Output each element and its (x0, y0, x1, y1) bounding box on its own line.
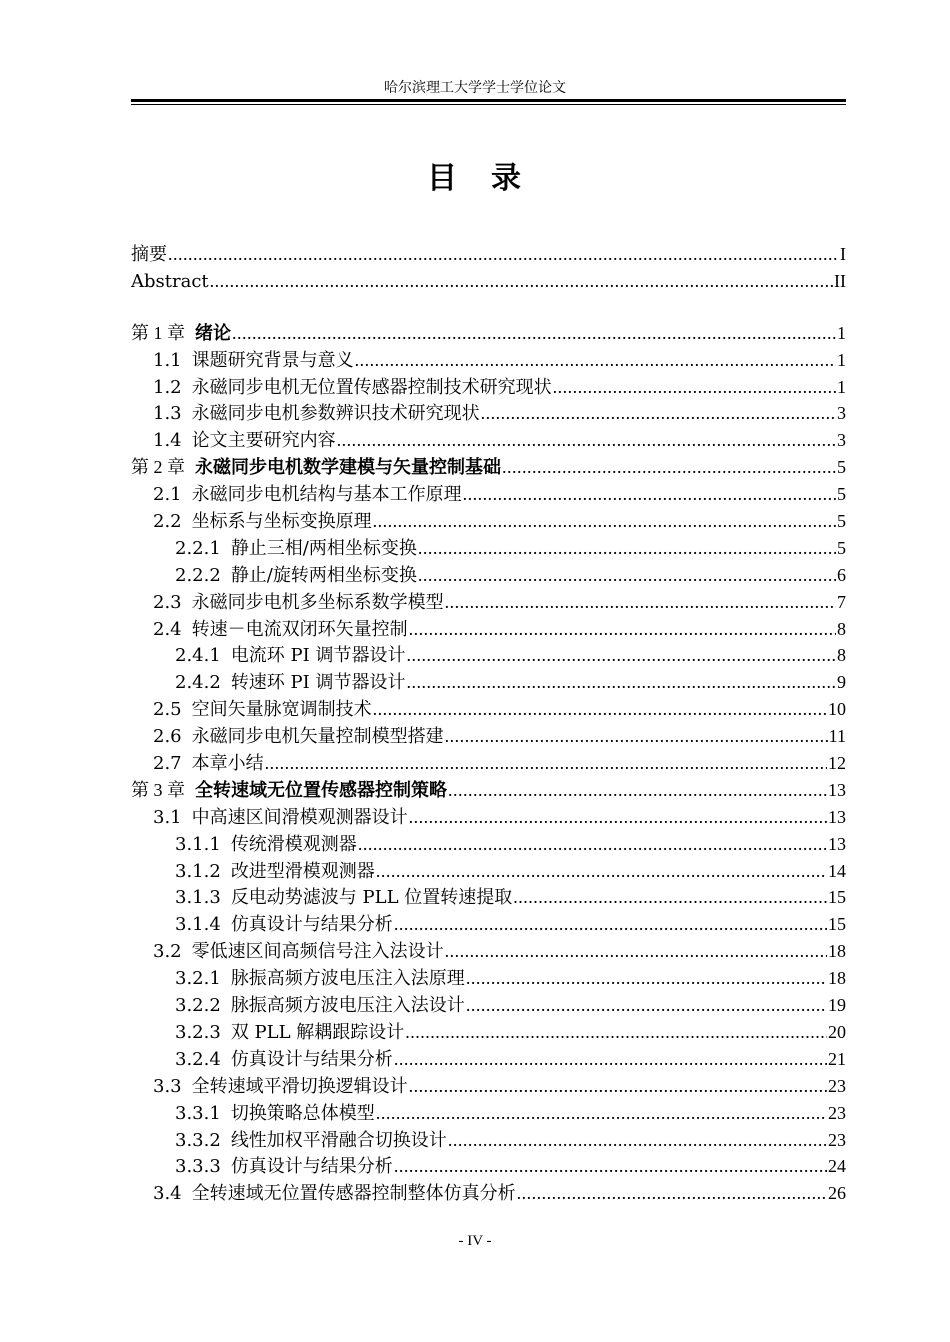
toc-entry-number: 3.1.2 (175, 860, 221, 882)
toc-entry-page: 20 (828, 1021, 846, 1042)
toc-entry-label: 课题研究背景与意义 (191, 349, 354, 371)
toc-entry-label: 绪论 (195, 322, 231, 344)
toc-entry-page: 5 (837, 537, 846, 558)
toc-entry-abstract-en[interactable] (131, 268, 846, 295)
toc-entry-label: 传统滑模观测器 (230, 833, 357, 855)
toc-leader-dots (394, 1046, 827, 1073)
toc-section-entry[interactable] (131, 858, 846, 885)
toc-leader-dots (418, 535, 836, 562)
toc-entry-label: 脉振高频方波电压注入法设计 (230, 995, 465, 1017)
toc-leader-dots (406, 642, 836, 669)
toc-entry-label: 零低速区间高频信号注入法设计 (191, 941, 444, 963)
toc-entry-number: 3.3 (153, 1075, 182, 1097)
toc-entry-number: 2.7 (153, 753, 182, 775)
toc-entry-label: 全转速域平滑切换逻辑设计 (191, 1075, 408, 1097)
toc-entry-number: 3.3.3 (175, 1156, 221, 1178)
toc-section-entry[interactable] (131, 616, 846, 643)
toc-section-entry[interactable] (131, 400, 846, 427)
toc-entry-page: 14 (828, 860, 846, 881)
toc-section-entry[interactable] (131, 911, 846, 938)
toc-entry-label: 静止/旋转两相坐标变换 (230, 564, 417, 586)
toc-leader-dots (405, 1019, 827, 1046)
toc-entry-number: 2.1 (153, 484, 182, 506)
toc-entry-page: 13 (828, 806, 846, 827)
toc-leader-dots (358, 831, 827, 858)
toc-entry-page: 26 (828, 1183, 846, 1204)
toc-leader-dots (265, 750, 827, 777)
toc-entry-number: 1.3 (153, 403, 182, 425)
toc-leader-dots (394, 911, 827, 938)
toc-chapter-entries (131, 320, 846, 1207)
toc-section-entry[interactable] (131, 1019, 846, 1046)
toc-leader-dots (448, 777, 827, 804)
toc-entry-label: 转速－电流双闭环矢量控制 (191, 618, 408, 640)
toc-entry-page: 1 (837, 376, 846, 397)
toc-leader-dots (232, 320, 836, 347)
toc-entry-page: 3 (837, 403, 846, 424)
toc-entry-page: 1 (837, 349, 846, 370)
toc-entry-number: 3.2 (153, 941, 182, 963)
toc-leader-dots (418, 562, 836, 589)
toc-leader-dots (210, 268, 833, 295)
toc-entry-number: 3.1.4 (175, 914, 221, 936)
toc-leader-dots (409, 616, 836, 643)
toc-leader-dots (373, 508, 836, 535)
toc-section-entry[interactable] (131, 562, 846, 589)
toc-leader-dots (376, 858, 827, 885)
toc-section-entry[interactable] (131, 1073, 846, 1100)
toc-leader-dots (466, 992, 827, 1019)
toc-entry-number: 2.5 (153, 699, 182, 721)
toc-entry-number: 2.6 (153, 726, 182, 748)
toc-entry-page: 24 (828, 1156, 846, 1177)
toc-entry-page: I (840, 244, 846, 264)
toc-section-entry[interactable] (131, 589, 846, 616)
toc-section-entry[interactable] (131, 1127, 846, 1154)
toc-entry-number: 3.2.2 (175, 995, 221, 1017)
toc-entry-number: 3.3.2 (175, 1129, 221, 1151)
toc-entry-label: 转速环 PI 调节器设计 (230, 672, 406, 694)
toc-entry-page: 5 (837, 511, 846, 532)
toc-leader-dots (337, 427, 836, 454)
toc-entry-page: 15 (828, 887, 846, 908)
toc-section-entry[interactable] (131, 347, 846, 374)
toc-entry-page: 23 (828, 1102, 846, 1123)
toc-section-entry[interactable] (131, 696, 846, 723)
toc-entry-number: 2.2.1 (175, 537, 221, 559)
toc-entry-label: 仿真设计与结果分析 (230, 1048, 393, 1070)
toc-entry-number: 2.3 (153, 591, 182, 613)
toc-chapter-entry[interactable] (131, 454, 846, 481)
toc-section-entry[interactable] (131, 1153, 846, 1180)
toc-section-entry[interactable] (131, 938, 846, 965)
toc-entry-number: 2.4.2 (175, 672, 221, 694)
toc-entry-page: 6 (837, 564, 846, 585)
toc-entry-page: 3 (837, 430, 846, 451)
toc-entry-label: 线性加权平滑融合切换设计 (230, 1129, 447, 1151)
toc-entry-label: 脉振高频方波电压注入法原理 (230, 968, 465, 990)
toc-section-entry[interactable] (131, 642, 846, 669)
toc-section-entry[interactable] (131, 427, 846, 454)
toc-entry-number: 第 3 章 (131, 779, 185, 800)
toc-entry-page: 10 (828, 699, 846, 720)
toc-entry-label: 中高速区间滑模观测器设计 (191, 806, 408, 828)
toc-leader-dots (376, 1100, 827, 1127)
toc-entry-page: 8 (837, 618, 846, 639)
toc-entry-page: 7 (837, 591, 846, 612)
toc-entry-page: 9 (837, 672, 846, 693)
toc-entry-page: 8 (837, 645, 846, 666)
toc-entry-label: 论文主要研究内容 (191, 430, 336, 452)
toc-section-entry[interactable] (131, 508, 846, 535)
toc-leader-dots (445, 723, 828, 750)
toc-entry-label: 双 PLL 解耦跟踪设计 (230, 1021, 405, 1043)
toc-entry-page: II (834, 270, 846, 291)
toc-leader-dots (517, 1180, 827, 1207)
toc-entry-label: 全转速域无位置传感器控制策略 (195, 779, 447, 801)
toc-section-entry[interactable] (131, 535, 846, 562)
toc-chapter-entry[interactable] (131, 777, 846, 804)
toc-entry-page: 12 (828, 753, 846, 774)
toc-entry-label: Abstract (131, 270, 209, 292)
toc-entry-page: 5 (837, 484, 846, 505)
toc-leader-dots (373, 696, 827, 723)
toc-section-entry[interactable] (131, 1046, 846, 1073)
toc-entry-label: 切换策略总体模型 (230, 1102, 375, 1124)
toc-section-entry[interactable] (131, 804, 846, 831)
toc-leader-dots (355, 347, 836, 374)
toc-entry-number: 第 1 章 (131, 322, 185, 343)
toc-leader-dots (445, 589, 836, 616)
toc-entry-number: 1.2 (153, 376, 182, 398)
header-rule-thick (131, 99, 846, 102)
toc-entry-number: 3.2.4 (175, 1048, 221, 1070)
toc-entry-label: 本章小结 (191, 753, 264, 775)
running-header: 哈尔滨理工大学学士学位论文 (384, 80, 566, 96)
toc-entry-number: 3.2.3 (175, 1021, 221, 1043)
toc-section-entry[interactable] (131, 1180, 846, 1207)
page-number: - IV - (458, 1233, 492, 1249)
toc-entry-number: 3.3.1 (175, 1102, 221, 1124)
toc-section-entry[interactable] (131, 831, 846, 858)
toc-section-entry[interactable] (131, 750, 846, 777)
toc-entry-number: 2.2.2 (175, 564, 221, 586)
toc-entry-number: 3.1.3 (175, 887, 221, 909)
toc-entry-number: 3.2.1 (175, 968, 221, 990)
toc-entry-number: 1.1 (153, 349, 182, 371)
toc-entry-number: 2.4.1 (175, 645, 221, 667)
toc-section-entry[interactable] (131, 1100, 846, 1127)
header-rule-thin (131, 104, 846, 105)
toc-leader-dots (394, 1153, 827, 1180)
toc-entry-page: 15 (828, 914, 846, 935)
toc-section-entry[interactable] (131, 723, 846, 750)
toc-entry-label: 永磁同步电机矢量控制模型搭建 (191, 726, 444, 748)
toc-leader-dots (553, 374, 836, 401)
toc-entry-page: 1 (837, 322, 846, 343)
toc-leader-dots (445, 938, 827, 965)
toc-entry-label: 摘要 (131, 244, 167, 265)
toc-leader-dots (463, 481, 836, 508)
toc-entry-number: 3.1.1 (175, 833, 221, 855)
toc-entry-label: 永磁同步电机数学建模与矢量控制基础 (195, 457, 501, 479)
toc-entry-label: 永磁同步电机参数辨识技术研究现状 (191, 403, 480, 425)
toc-entry-label: 改进型滑模观测器 (230, 860, 375, 882)
toc-leader-dots (502, 454, 836, 481)
toc-entry-label: 永磁同步电机结构与基本工作原理 (191, 484, 462, 506)
toc-section-entry[interactable] (131, 992, 846, 1019)
toc-entry-label: 空间矢量脉宽调制技术 (191, 699, 372, 721)
toc-entry-page: 19 (828, 995, 846, 1016)
toc-entry-page: 5 (837, 457, 846, 478)
toc-entry-number: 3.4 (153, 1183, 182, 1205)
toc-leader-dots (168, 241, 839, 268)
toc-leader-dots (513, 884, 827, 911)
toc-leader-dots (481, 400, 836, 427)
toc-entry-abstract-cn[interactable] (131, 241, 846, 268)
toc-leader-dots (406, 669, 836, 696)
toc-entry-page: 13 (828, 833, 846, 854)
toc-entry-page: 18 (828, 941, 846, 962)
toc-entry-page: 23 (828, 1129, 846, 1150)
toc-entry-page: 21 (828, 1048, 846, 1069)
toc-entry-page: 23 (828, 1075, 846, 1096)
toc-entry-page: 13 (828, 779, 846, 800)
toc-section-entry[interactable] (131, 965, 846, 992)
toc-entry-number: 2.4 (153, 618, 182, 640)
toc-entry-label: 永磁同步电机多坐标系数学模型 (191, 591, 444, 613)
toc-entry-number: 2.2 (153, 511, 182, 533)
toc-leader-dots (409, 804, 827, 831)
toc-leader-dots (409, 1073, 827, 1100)
toc-section-entry[interactable] (131, 884, 846, 911)
toc-entry-label: 反电动势滤波与 PLL 位置转速提取 (230, 887, 513, 909)
toc-entry-label: 仿真设计与结果分析 (230, 1156, 393, 1178)
page-title: 目 录 (427, 161, 523, 196)
toc-section-entry[interactable] (131, 669, 846, 696)
toc-entry-number: 第 2 章 (131, 457, 185, 478)
table-of-contents (131, 241, 846, 1207)
toc-entry-label: 静止三相/两相坐标变换 (230, 537, 417, 559)
toc-entry-number: 1.4 (153, 430, 182, 452)
toc-entry-label: 全转速域无位置传感器控制整体仿真分析 (191, 1183, 516, 1205)
toc-entry-page: 11 (828, 726, 846, 747)
toc-entry-label: 永磁同步电机无位置传感器控制技术研究现状 (191, 376, 552, 398)
toc-section-entry[interactable] (131, 481, 846, 508)
toc-entry-label: 电流环 PI 调节器设计 (230, 645, 406, 667)
toc-entry-label: 坐标系与坐标变换原理 (191, 511, 372, 533)
toc-chapter-entry[interactable] (131, 320, 846, 347)
toc-section-entry[interactable] (131, 374, 846, 401)
toc-leader-dots (466, 965, 827, 992)
toc-entry-number: 3.1 (153, 806, 182, 828)
toc-entry-label: 仿真设计与结果分析 (230, 914, 393, 936)
toc-entry-page: 18 (828, 968, 846, 989)
toc-leader-dots (448, 1127, 827, 1154)
